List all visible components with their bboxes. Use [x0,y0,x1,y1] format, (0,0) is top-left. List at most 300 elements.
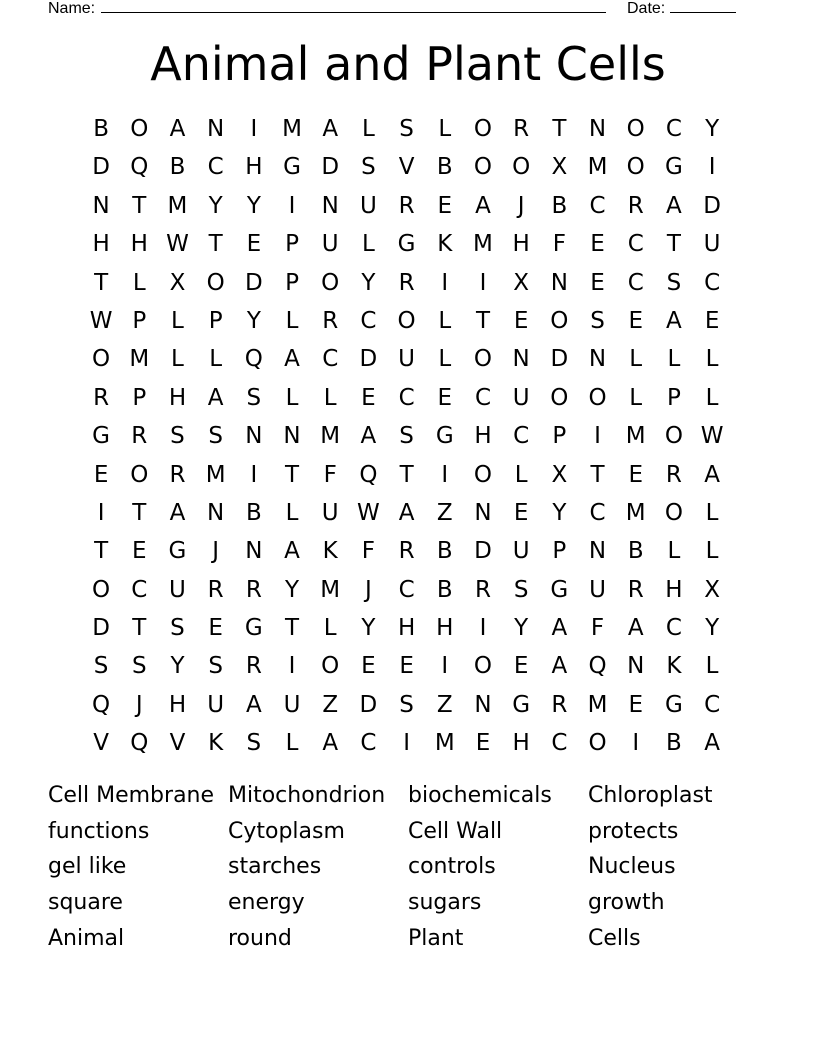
grid-letter: D [92,615,110,642]
grid-letter: Y [514,615,529,642]
grid-letter: L [323,384,337,411]
grid-letter: Z [436,691,453,718]
word-list-item: Mitochondrion [228,783,386,808]
grid-letter: W [700,423,724,450]
grid-letter: L [361,116,375,142]
grid-row [82,264,732,302]
grid-row [82,302,732,340]
word-list-item: biochemicals [408,783,552,808]
grid-row [82,225,732,263]
grid-letter: L [285,307,299,334]
grid-letter: Y [705,116,720,142]
grid-letter: D [244,269,263,296]
grid-letter: S [131,653,147,680]
date-field [627,0,736,19]
grid-letter: J [135,691,143,718]
grid-letter: N [283,423,301,450]
grid-letter: N [92,192,110,219]
grid-letter: D [359,346,378,373]
grid-letter: U [703,231,721,258]
grid-row [82,686,732,724]
word-list-item: Cells [588,925,641,951]
grid-letter: I [403,730,410,757]
grid-letter: E [513,653,529,680]
grid-letter: Z [436,499,453,526]
word-list-item: Nucleus [588,854,676,880]
grid-letter: S [666,269,682,296]
grid-letter: A [245,691,262,718]
grid-letter: O [92,576,111,603]
grid-letter: E [475,730,491,757]
word-list-item: Chloroplast [588,783,713,808]
grid-letter: L [629,384,643,411]
grid-letter: E [628,307,643,334]
grid-letter: G [397,231,416,258]
grid-letter: O [206,269,225,296]
grid-row [82,494,732,532]
grid-letter: W [357,499,380,526]
grid-letter: Y [208,192,223,219]
word-list-item: functions [48,818,150,844]
grid-letter: O [321,269,340,296]
grid-letter: L [705,346,719,373]
grid-letter: T [666,231,681,258]
grid-letter: H [168,691,187,718]
grid-letter: T [399,461,414,488]
grid-letter: H [130,231,148,258]
grid-letter: S [399,423,414,450]
grid-letter: E [513,307,529,334]
grid-letter: T [132,615,147,642]
grid-letter: N [512,346,530,373]
grid-letter: R [207,576,224,603]
grid-letter: D [703,192,721,219]
grid-letter: A [551,615,568,642]
grid-letter: A [627,615,644,642]
grid-letter: L [171,307,184,334]
grid-letter: H [92,231,110,258]
grid-letter: X [704,576,720,603]
grid-letter: G [92,423,110,450]
grid-letter: V [169,730,186,757]
grid-letter: T [590,461,605,488]
grid-letter: X [551,461,568,488]
grid-letter: M [167,192,188,219]
grid-letter: E [361,384,376,411]
grid-letter: M [320,423,341,450]
grid-letter: H [665,576,683,603]
grid-letter: A [666,307,682,334]
grid-letter: I [250,116,258,142]
grid-letter: O [626,154,645,181]
grid-letter: A [284,538,300,565]
grid-letter: T [132,192,147,219]
grid-letter: I [288,653,296,680]
grid-letter: T [475,307,490,334]
grid-letter: U [589,576,606,603]
grid-letter: U [321,231,339,258]
grid-letter: H [512,231,530,258]
grid-letter: C [589,192,606,219]
grid-letter: L [209,346,223,373]
grid-letter: S [170,423,185,450]
grid-letter: O [588,730,607,757]
grid-letter: E [93,461,109,488]
word-list-item: protects [588,818,679,844]
grid-letter: Q [588,653,607,680]
grid-letter: E [513,499,529,526]
grid-letter: D [474,538,492,565]
grid-letter: R [169,461,186,488]
grid-letter: B [436,538,453,565]
grid-letter: T [208,231,223,258]
word-list-item: Cytoplasm [228,818,345,844]
grid-letter: Q [92,691,111,718]
grid-row [82,571,732,609]
grid-letter: L [438,307,452,334]
grid-letter: H [474,423,492,450]
grid-letter: M [129,346,150,373]
grid-letter: A [704,461,720,488]
grid-letter: R [474,576,491,603]
grid-letter: G [283,154,301,181]
grid-letter: O [626,116,645,142]
grid-letter: V [398,154,415,181]
grid-letter: U [283,691,301,718]
grid-letter: O [397,307,416,334]
word-list-item: controls [408,854,496,880]
grid-letter: U [321,499,339,526]
grid-letter: C [589,499,606,526]
grid-letter: C [704,691,721,718]
grid-letter: D [321,154,340,181]
grid-letter: B [666,730,682,757]
grid-letter: Y [361,269,376,296]
grid-letter: M [625,423,646,450]
grid-letter: R [665,461,682,488]
name-blank-line [101,0,606,13]
grid-letter: C [627,231,644,258]
grid-letter: R [245,576,262,603]
grid-letter: M [320,576,341,603]
grid-letter: B [245,499,262,526]
grid-letter: N [627,653,645,680]
grid-letter: T [285,615,300,642]
date-blank-line [670,0,736,13]
grid-letter: A [284,346,300,373]
grid-row [82,532,732,570]
grid-letter: Y [705,615,720,642]
grid-letter: N [245,423,263,450]
grid-letter: I [250,461,258,488]
grid-letter: R [398,538,415,565]
grid-letter: O [92,346,111,373]
grid-letter: E [628,461,643,488]
grid-row [82,417,732,455]
grid-letter: M [587,154,608,181]
grid-row [82,609,732,647]
grid-letter: Y [552,499,567,526]
grid-letter: S [208,423,223,450]
grid-letter: L [171,346,184,373]
grid-letter: L [629,346,643,373]
grid-letter: B [551,192,568,219]
grid-letter: O [473,116,493,142]
grid-letter: Q [359,461,378,488]
grid-letter: R [627,576,644,603]
grid-letter: G [664,154,683,181]
grid-letter: J [212,538,220,565]
word-list-item: Plant [408,925,464,951]
grid-letter: K [437,231,453,258]
grid-letter: A [551,653,568,680]
grid-letter: F [552,231,566,258]
grid-letter: Y [285,576,300,603]
grid-row [82,379,732,417]
grid-letter: R [551,691,568,718]
grid-letter: K [322,538,338,565]
name-field [48,0,606,19]
grid-letter: A [169,116,186,142]
grid-letter: L [132,269,146,296]
word-list-item: starches [228,854,322,880]
grid-letter: H [397,615,416,642]
grid-letter: G [664,691,683,718]
grid-letter: I [97,499,105,526]
grid-letter: R [398,269,415,296]
grid-letter: C [207,154,224,181]
word-list-item: gel like [48,854,127,880]
grid-letter: S [513,576,529,603]
grid-row [82,340,732,378]
grid-letter: P [132,384,147,411]
grid-letter: I [288,192,296,219]
grid-letter: U [207,691,225,718]
grid-letter: W [89,307,113,334]
grid-letter: U [512,384,530,411]
grid-letter: M [434,730,455,757]
grid-letter: Y [246,307,261,334]
grid-letter: A [666,192,682,219]
grid-letter: A [704,730,720,757]
grid-letter: O [473,461,493,488]
grid-letter: V [93,730,109,757]
grid-letter: H [436,615,454,642]
grid-letter: Q [130,730,149,757]
grid-letter: T [132,499,147,526]
grid-letter: I [632,730,640,757]
grid-row [82,456,732,494]
grid-letter: F [323,461,337,488]
grid-letter: C [398,576,415,603]
grid-letter: O [473,154,493,181]
grid-letter: C [513,423,530,450]
grid-letter: I [594,423,601,450]
grid-letter: N [588,538,607,565]
grid-letter: L [667,538,681,565]
grid-letter: M [587,691,608,718]
grid-letter: S [170,615,185,642]
word-list-item: Cell Wall [408,818,503,844]
grid-letter: A [207,384,224,411]
grid-letter: U [398,346,416,373]
grid-letter: J [365,576,372,603]
grid-letter: M [282,116,302,142]
name-label: Name: [48,0,96,17]
grid-letter: E [437,384,453,411]
grid-letter: S [246,384,262,411]
grid-letter: O [588,384,607,411]
grid-letter: A [475,192,491,219]
grid-letter: P [666,384,681,411]
grid-letter: U [512,538,530,565]
grid-letter: P [552,423,567,450]
grid-letter: E [208,615,223,642]
grid-row [82,647,732,685]
word-list-item: growth [588,890,665,916]
grid-letter: A [322,730,339,757]
grid-letter: S [399,691,414,718]
grid-letter: T [285,461,300,488]
grid-letter: Y [361,615,376,642]
grid-letter: O [664,499,683,526]
grid-letter: P [285,231,299,258]
grid-letter: L [285,499,299,526]
word-list-item: round [228,925,292,951]
grid-letter: A [398,499,415,526]
grid-letter: L [361,231,375,258]
grid-letter: R [513,116,530,142]
grid-letter: I [479,615,487,642]
grid-letter: S [246,730,262,757]
grid-letter: L [667,346,681,373]
grid-letter: O [130,116,149,142]
letter-grid [82,110,732,763]
grid-letter: E [399,653,414,680]
grid-letter: L [705,653,719,680]
grid-letter: C [665,615,682,642]
grid-letter: I [708,154,716,181]
grid-letter: U [359,192,377,219]
grid-letter: I [441,461,449,488]
grid-letter: D [92,154,110,181]
grid-letter: A [360,423,377,450]
grid-letter: N [321,192,339,219]
grid-letter: M [205,461,226,488]
word-list-item: square [48,890,123,916]
grid-letter: P [132,307,147,334]
grid-letter: L [438,116,452,142]
grid-letter: S [208,653,223,680]
grid-letter: G [244,615,263,642]
grid-letter: C [665,116,682,142]
grid-letter: P [552,538,567,565]
grid-letter: G [168,538,187,565]
grid-letter: E [704,307,720,334]
word-list-item: sugars [408,890,482,916]
grid-letter: C [360,730,377,757]
grid-letter: N [245,538,263,565]
grid-letter: K [208,730,224,757]
grid-letter: L [705,384,719,411]
grid-row [82,110,732,148]
grid-letter: S [399,116,414,142]
grid-letter: O [321,653,340,680]
grid-letter: E [437,192,453,219]
grid-letter: I [441,653,449,680]
grid-letter: H [512,730,530,757]
grid-letter: L [514,461,528,488]
grid-letter: B [169,154,186,181]
grid-letter: L [285,384,299,411]
grid-letter: N [207,116,225,142]
grid-letter: R [245,653,262,680]
grid-letter: B [436,154,453,181]
grid-letter: C [322,346,339,373]
grid-letter: M [473,231,493,258]
word-list-item: energy [228,890,305,916]
date-label: Date: [627,0,666,17]
grid-letter: B [627,538,644,565]
page-title: Animal and Plant Cells [150,37,666,91]
grid-letter: E [132,538,147,565]
grid-letter: A [169,499,186,526]
grid-letter: C [131,576,148,603]
grid-letter: O [664,423,683,450]
grid-letter: N [474,499,492,526]
grid-letter: O [512,154,531,181]
grid-letter: R [627,192,644,219]
grid-letter: R [131,423,148,450]
grid-letter: L [323,615,337,642]
grid-row [82,187,732,225]
grid-letter: M [625,499,646,526]
grid-letter: E [246,231,262,258]
grid-letter: L [705,538,719,565]
grid-letter: Y [246,192,261,219]
grid-letter: D [550,346,569,373]
grid-letter: T [94,269,109,296]
grid-letter: U [169,576,186,603]
grid-letter: C [474,384,491,411]
grid-letter: P [208,307,223,334]
grid-letter: P [285,269,299,296]
grid-letter: E [590,231,605,258]
grid-letter: O [550,307,569,334]
grid-letter: E [590,269,605,296]
grid-letter: Y [170,653,185,680]
grid-letter: G [512,691,531,718]
grid-letter: L [705,499,719,526]
grid-letter: T [94,538,109,565]
word-list-item: Cell Membrane [48,783,215,808]
grid-letter: A [322,116,339,142]
grid-letter: Q [130,154,149,181]
grid-letter: G [435,423,454,450]
grid-letter: S [361,154,376,181]
grid-letter: S [93,653,109,680]
grid-letter: C [398,384,415,411]
grid-letter: Q [244,346,263,373]
grid-letter: T [552,116,567,142]
grid-letter: K [666,653,682,680]
grid-letter: W [166,231,189,258]
grid-letter: L [438,346,452,373]
word-list-item: Animal [48,925,125,951]
grid-letter: Z [322,691,339,718]
grid-letter: I [441,269,449,296]
grid-letter: H [245,154,263,181]
